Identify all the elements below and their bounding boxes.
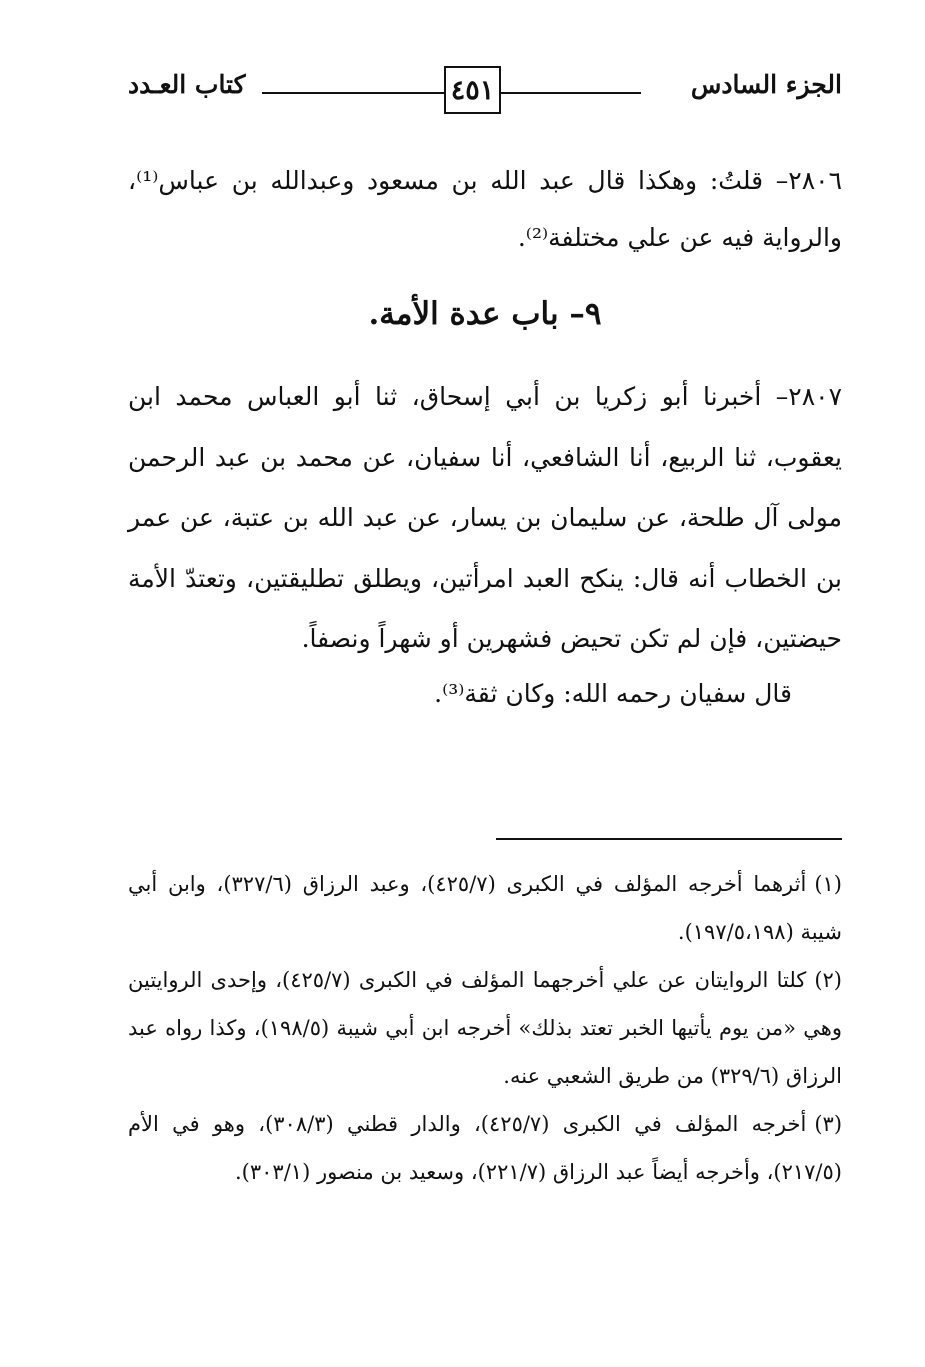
footnote-text: كلتا الروايتان عن علي أخرجهما المؤلف في الكبرى (٤٢٥/٧)، وإحدى الروايتين وهي «من يوم يأتيها الخبر تعتد بذلك» أخرجه ابن أبي شيبة (١٩٨/٥)، وكذا رواه عبد الرزاق (٣٢٩/٦) من طريق الشعبي عنه. [128, 968, 842, 1088]
paragraph-2807: ٢٨٠٧– أخبرنا أبو زكريا بن أبي إسحاق، ثنا أبو العباس محمد ابن يعقوب، ثنا الربيع، أنا الشافعي، أنا سفيان، عن محمد بن عبد الرحمن مولى آل طلحة، عن سليمان بن يسار، عن عبد الله بن عتبة، عن عمر بن الخطاب أنه قال: ينكح العبد امرأتين، ويطلق تطليقتين، وتعتدّ الأمة حيضتين، فإن لم تكن تحيض فشهرين أو شهراً ونصفاً. [128, 382, 842, 653]
chapter-title: ٩– باب عدة الأمة. [368, 296, 602, 332]
running-header [128, 62, 842, 122]
footnote-text: أخرجه المؤلف في الكبرى (٤٢٥/٧)، والدار قطني (٣٠٨/٣)، وهو في الأم (٢١٧/٥)، وأخرجه أيضاً عبد الرزاق (٢٢١/٧)، وسعيد بن منصور (٣٠٣/١). [128, 1112, 842, 1184]
footnote-2 [128, 956, 842, 1100]
header-rule-right [501, 92, 641, 94]
page-number-box [444, 66, 501, 114]
header-rule-left [262, 92, 444, 94]
page-number: ٤٥١ [450, 74, 495, 106]
footnote-marker: (٣) [814, 1112, 843, 1136]
volume-label: الجزء السادس [690, 70, 842, 99]
footnotes [128, 860, 842, 1196]
footnote-3 [128, 1100, 842, 1196]
footnote-1 [128, 860, 842, 956]
book-label: كتاب العـدد [128, 70, 246, 99]
footnote-text: أثرهما أخرجه المؤلف في الكبرى (٤٢٥/٧)، وعبد الرزاق (٣٢٧/٦)، وابن أبي شيبة (١٩٧/٥،١٩٨). [128, 872, 842, 944]
paragraph-2806: ٢٨٠٦– قلتُ: وهكذا قال عبد الله بن مسعود وعبدالله بن عباس⁽¹⁾، والرواية فيه عن علي مختلفة⁽²⁾. [128, 166, 842, 252]
paragraph-sufyan: قال سفيان رحمه الله: وكان ثقة⁽³⁾. [434, 679, 792, 708]
footnote-marker: (٢) [814, 968, 842, 992]
footnote-marker: (١) [814, 872, 842, 896]
footnote-separator [496, 838, 842, 840]
